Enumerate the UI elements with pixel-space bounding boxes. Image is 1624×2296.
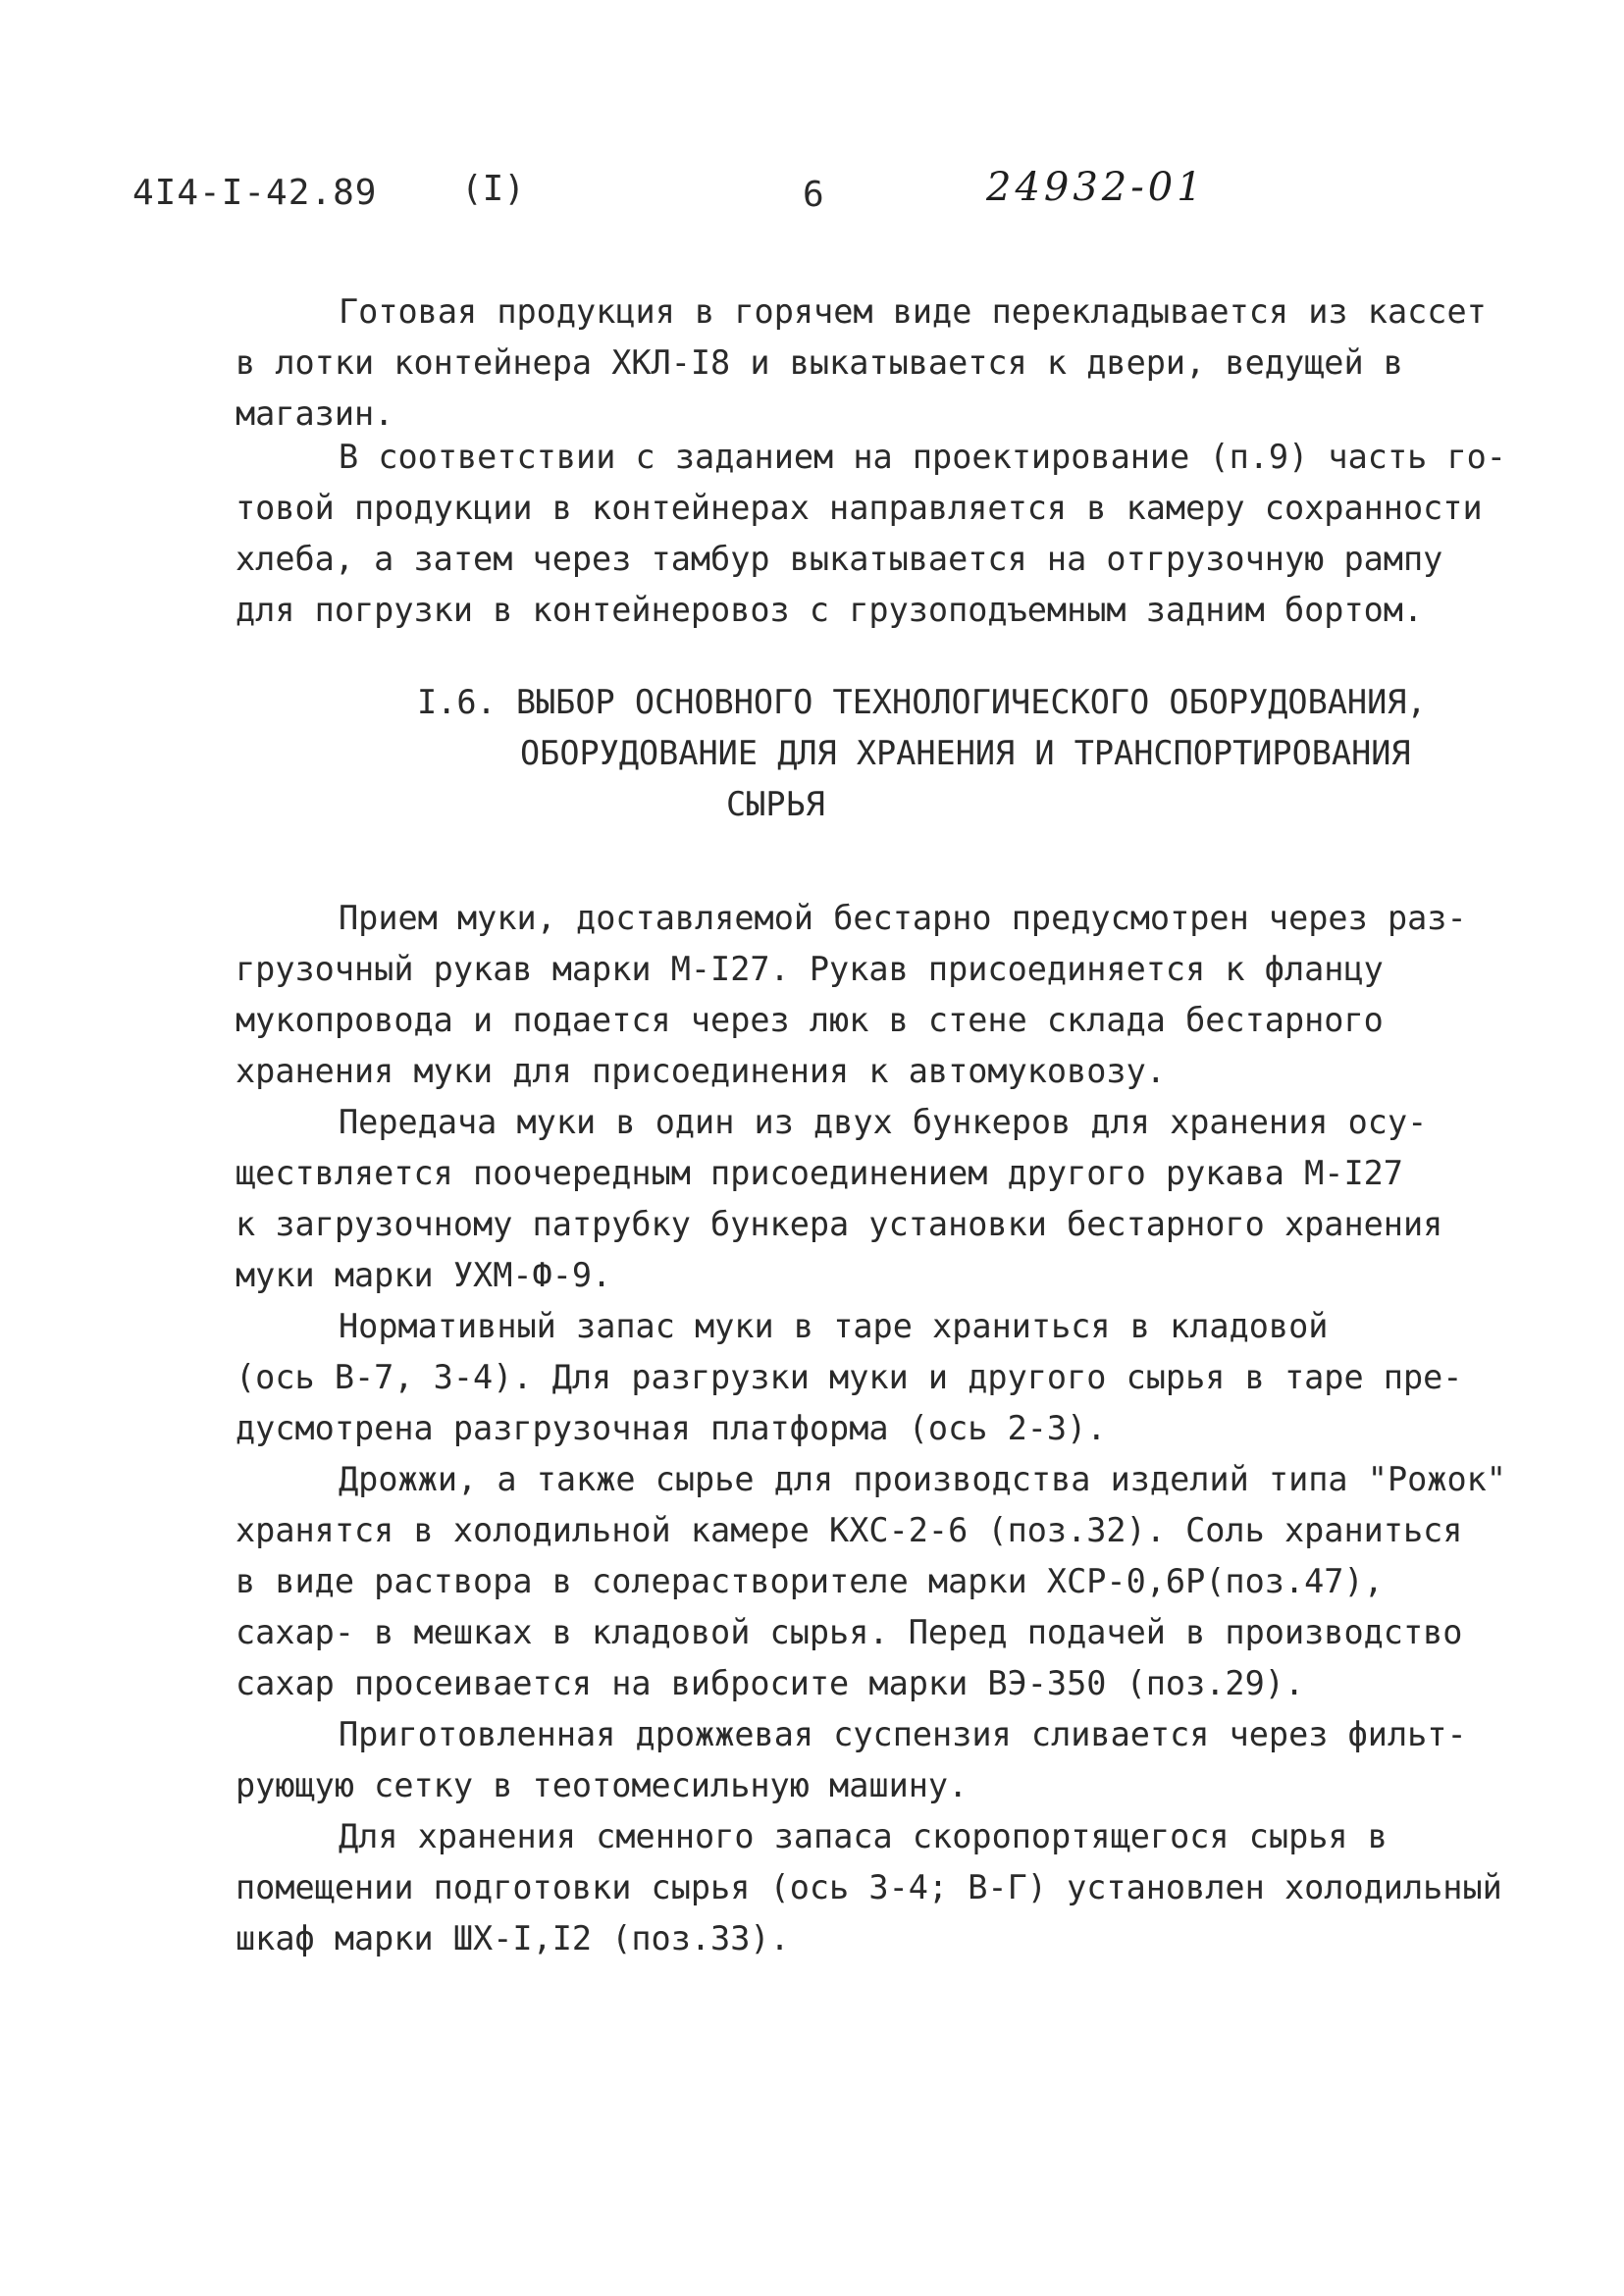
document-code: 4I4-I-42.89 bbox=[132, 173, 378, 213]
text-line: Для хранения сменного запаса скоропортящегося сырья в bbox=[339, 1817, 1388, 1855]
text-line: В соответствии с заданием на проектирование (п.9) часть го- bbox=[339, 438, 1506, 476]
text-line: помещении подготовки сырья (ось 3-4; В-Г) установлен холодильный bbox=[236, 1868, 1502, 1906]
text-line: для погрузки в контейнеровоз с грузоподъемным задним бортом. bbox=[236, 591, 1424, 629]
page-number: 6 bbox=[803, 175, 824, 215]
text-line: шкаф марки ШХ-I,I2 (поз.33). bbox=[236, 1919, 790, 1957]
text-line: муки марки УХМ-Ф-9. bbox=[236, 1256, 612, 1294]
text-line: грузочный рукав марки М-I27. Рукав присоединяется к фланцу bbox=[236, 950, 1384, 988]
text-line: рующую сетку в теотомесильную машину. bbox=[236, 1766, 969, 1804]
section-heading-line: I.6. ВЫБОР ОСНОВНОГО ТЕХНОЛОГИЧЕСКОГО ОБОРУДОВАНИЯ, bbox=[417, 683, 1427, 721]
page-header bbox=[0, 167, 1624, 235]
section-paragraph bbox=[236, 1454, 1550, 1709]
text-line: ществляется поочередным присоединением другого рукава М-I27 bbox=[236, 1154, 1403, 1192]
section-heading-line: ОБОРУДОВАНИЕ ДЛЯ ХРАНЕНИЯ И ТРАНСПОРТИРОВАНИЯ bbox=[520, 734, 1411, 772]
section-paragraph bbox=[236, 893, 1550, 1097]
sheet-part-label: (I) bbox=[461, 169, 526, 209]
text-line: в лотки контейнера ХКЛ-I8 и выкатывается к двери, ведущей в bbox=[236, 343, 1403, 382]
text-line: хранения муки для присоединения к автомуковозу. bbox=[236, 1052, 1166, 1090]
text-line: Прием муки, доставляемой бестарно предусмотрен через раз- bbox=[339, 899, 1467, 937]
text-line: сахар- в мешках в кладовой сырья. Перед подачей в производство bbox=[236, 1613, 1463, 1651]
text-line: (ось В-7, 3-4). Для разгрузки муки и другого сырья в таре пре- bbox=[236, 1358, 1463, 1396]
text-line: Передача муки в один из двух бункеров для хранения осу- bbox=[339, 1103, 1428, 1141]
text-line: дусмотрена разгрузочная платформа (ось 2-3). bbox=[236, 1409, 1107, 1447]
section-paragraph bbox=[236, 1097, 1550, 1301]
text-line: к загрузочному патрубку бункера установки бестарного хранения bbox=[236, 1205, 1443, 1243]
intro-paragraph-1 bbox=[236, 287, 1550, 440]
text-line: сахар просеивается на вибросите марки ВЭ-350 (поз.29). bbox=[236, 1664, 1305, 1702]
text-line: товой продукции в контейнерах направляется в камеру сохранности bbox=[236, 489, 1483, 527]
text-line: хлеба, а затем через тамбур выкатывается на отгрузочную рампу bbox=[236, 540, 1443, 578]
section-body bbox=[236, 893, 1550, 1964]
section-paragraph bbox=[236, 1709, 1550, 1811]
text-line: мукопровода и подается через люк в стене склада бестарного bbox=[236, 1001, 1384, 1039]
section-heading-line: СЫРЬЯ bbox=[726, 785, 825, 823]
text-line: Приготовленная дрожжевая суспензия сливается через фильт- bbox=[339, 1715, 1467, 1753]
section-paragraph bbox=[236, 1301, 1550, 1454]
text-line: в виде раствора в солерастворителе марки ХСР-0,6Р(поз.47), bbox=[236, 1562, 1384, 1600]
text-line: Дрожжи, а также сырье для производства изделий типа "Рожок" bbox=[339, 1460, 1506, 1498]
intro-paragraph-2 bbox=[236, 432, 1550, 636]
section-paragraph bbox=[236, 1811, 1550, 1964]
handwritten-inventory-number: 24932-01 bbox=[986, 165, 1206, 210]
text-line: хранятся в холодильной камере КХС-2-6 (поз.32). Соль храниться bbox=[236, 1511, 1463, 1549]
text-line: Готовая продукция в горячем виде перекладывается из кассет bbox=[339, 292, 1487, 331]
text-line: магазин. bbox=[236, 394, 394, 433]
text-line: Нормативный запас муки в таре храниться в кладовой bbox=[339, 1307, 1329, 1345]
